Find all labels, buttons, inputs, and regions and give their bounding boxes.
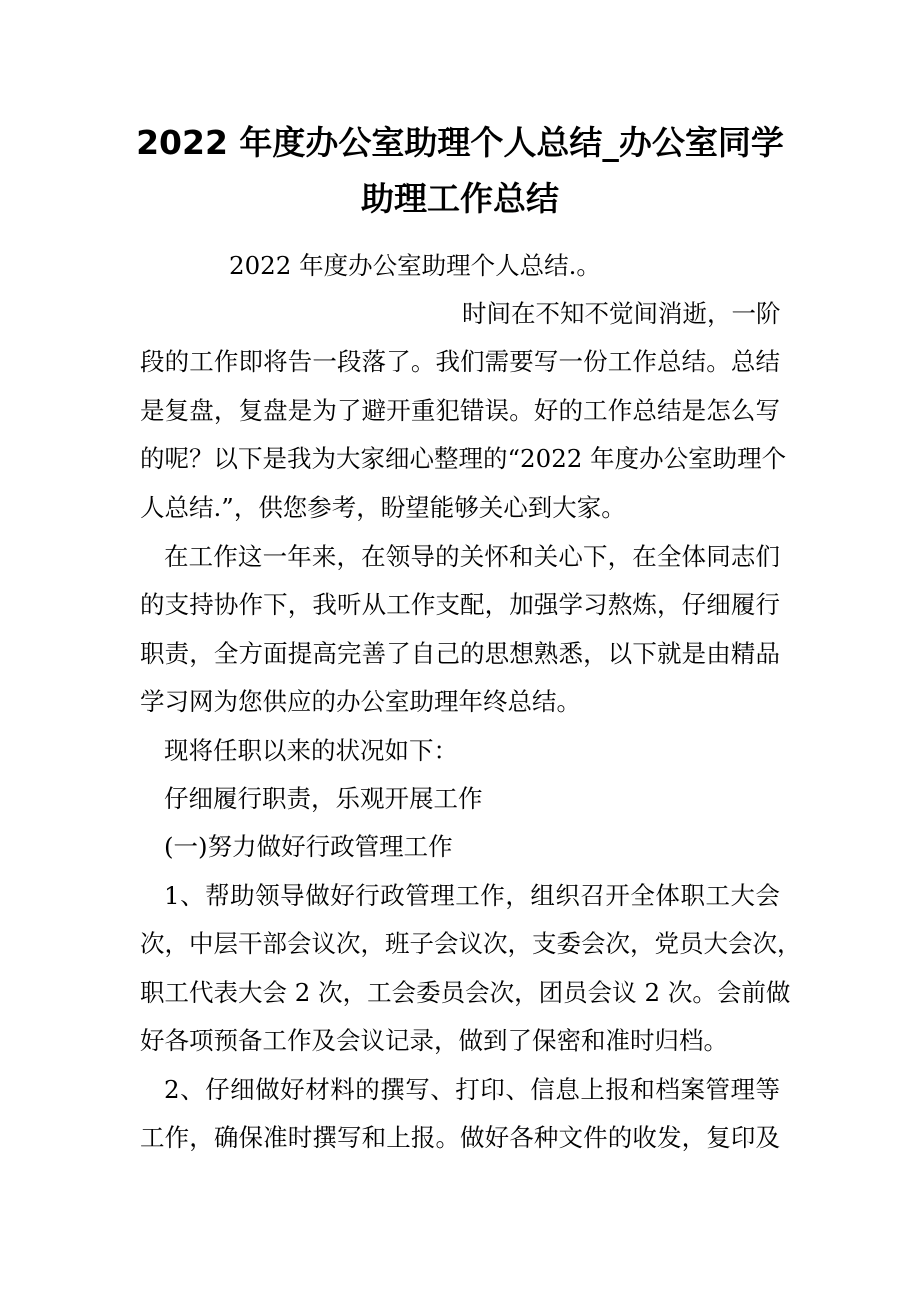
intro-line-2: 段的工作即将告一段落了。我们需要写一份工作总结。总结 xyxy=(140,347,780,376)
item2-line-1: 2、仔细做好材料的撰写、打印、信息上报和档案管理等 xyxy=(164,1075,780,1104)
document-title-line-2: 助理工作总结 xyxy=(361,179,559,218)
para2: 现将任职以来的状况如下： xyxy=(164,736,458,765)
subtitle: 2022 年度办公室助理个人总结.。 xyxy=(229,251,601,280)
item2-line-2: 工作，确保准时撰写和上报。做好各种文件的收发，复印及 xyxy=(140,1123,780,1152)
intro-line-3: 是复盘，复盘是为了避开重犯错误。好的工作总结是怎么写 xyxy=(140,396,780,425)
item1-line-1: 1、帮助领导做好行政管理工作，组织召开全体职工大会 xyxy=(164,881,780,910)
section-heading-1: 仔细履行职责，乐观开展工作 xyxy=(164,784,483,813)
para1-line-3: 职责，全方面提高完善了自己的思想熟悉，以下就是由精品 xyxy=(140,639,780,668)
intro-line-1: 时间在不知不觉间消逝，一阶 xyxy=(462,299,781,328)
item1-line-3: 职工代表大会 2 次，工会委员会次，团员会议 2 次。会前做 xyxy=(140,978,791,1007)
intro-line-5: 人总结.”，供您参考，盼望能够关心到大家。 xyxy=(140,493,626,522)
section-heading-2: (一)努力做好行政管理工作 xyxy=(164,832,453,861)
para1-line-1: 在工作这一年来，在领导的关怀和关心下，在全体同志们 xyxy=(164,542,780,571)
intro-line-4: 的呢？以下是我为大家细心整理的“2022 年度办公室助理个 xyxy=(140,444,787,473)
para1-line-2: 的支持协作下，我听从工作支配，加强学习熬炼，仔细履行 xyxy=(140,590,780,619)
item1-line-2: 次，中层干部会议次，班子会议次，支委会次，党员大会次， xyxy=(140,929,802,958)
item1-line-4: 好各项预备工作及会议记录，做到了保密和准时归档。 xyxy=(140,1026,728,1055)
para1-line-4: 学习网为您供应的办公室助理年终总结。 xyxy=(140,687,581,716)
document-title-line-1: 2022 年度办公室助理个人总结_办公室同学 xyxy=(136,123,784,162)
